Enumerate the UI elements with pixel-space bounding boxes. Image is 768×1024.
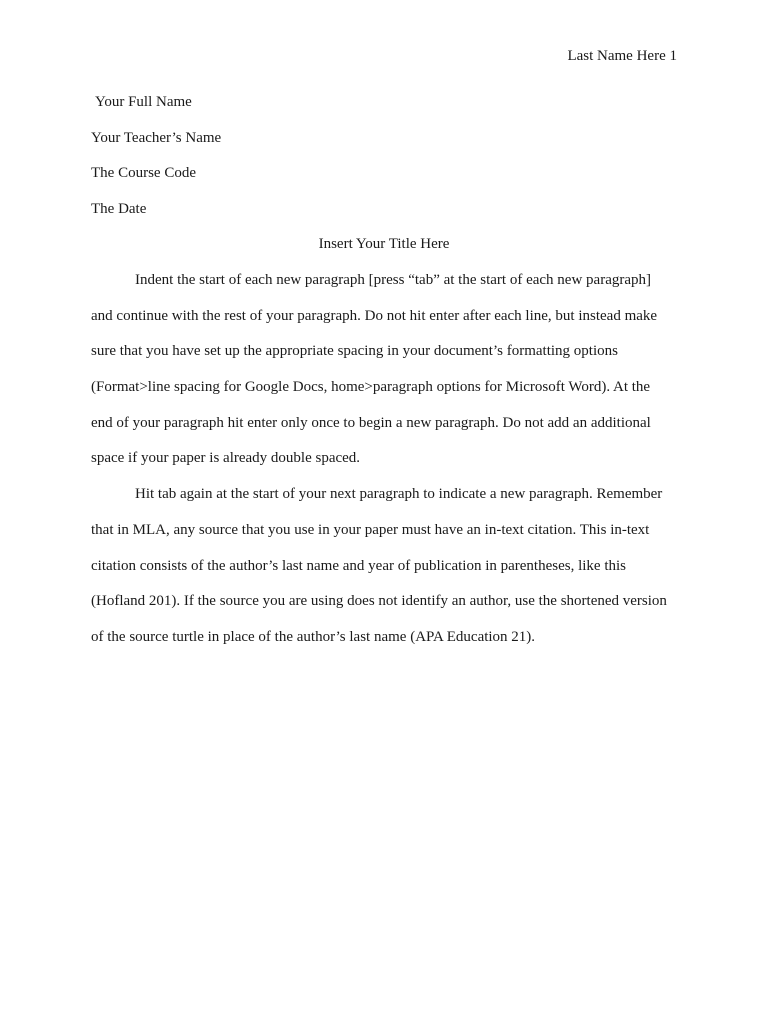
mla-heading [91,92,681,235]
date: The Date [91,201,147,218]
text-line: sure that you have set up the appropriate spacing in your document’s formatting options [91,343,618,360]
text-line: Indent the start of each new paragraph [press “tab” at the start of each new paragraph] [135,272,651,288]
text-line: Hit tab again at the start of your next paragraph to indicate a new paragraph. Remember [135,486,663,503]
text-line: end of your paragraph hit enter only once to begin a new paragraph. Do not add an additional [91,414,651,431]
document-body [91,262,681,655]
paragraph-2 [91,476,681,654]
text-line: of the source turtle in place of the author’s last name (APA Education 21). [91,628,536,645]
paragraph-1 [91,262,681,476]
course-code: The Course Code [91,165,196,182]
text-line: and continue with the rest of your paragraph. Do not hit enter after each line, but instead make [91,307,658,324]
text-line: that in MLA, any source that you use in your paper must have an in-text citation. This in-text [91,521,650,538]
teacher-name: Your Teacher’s Name [91,129,222,146]
document-title: Insert Your Title Here [318,236,450,252]
running-head: Last Name Here 1 [567,48,677,64]
text-line: (Hofland 201). If the source you are using does not identify an author, use the shortened version [91,593,667,610]
student-name: Your Full Name [95,94,192,110]
text-line: space if your paper is already double spaced. [91,450,361,467]
text-line: (Format>line spacing for Google Docs, home>paragraph options for Microsoft Word). At the [91,379,651,396]
text-line: citation consists of the author’s last name and year of publication in parentheses, like this [91,557,627,574]
